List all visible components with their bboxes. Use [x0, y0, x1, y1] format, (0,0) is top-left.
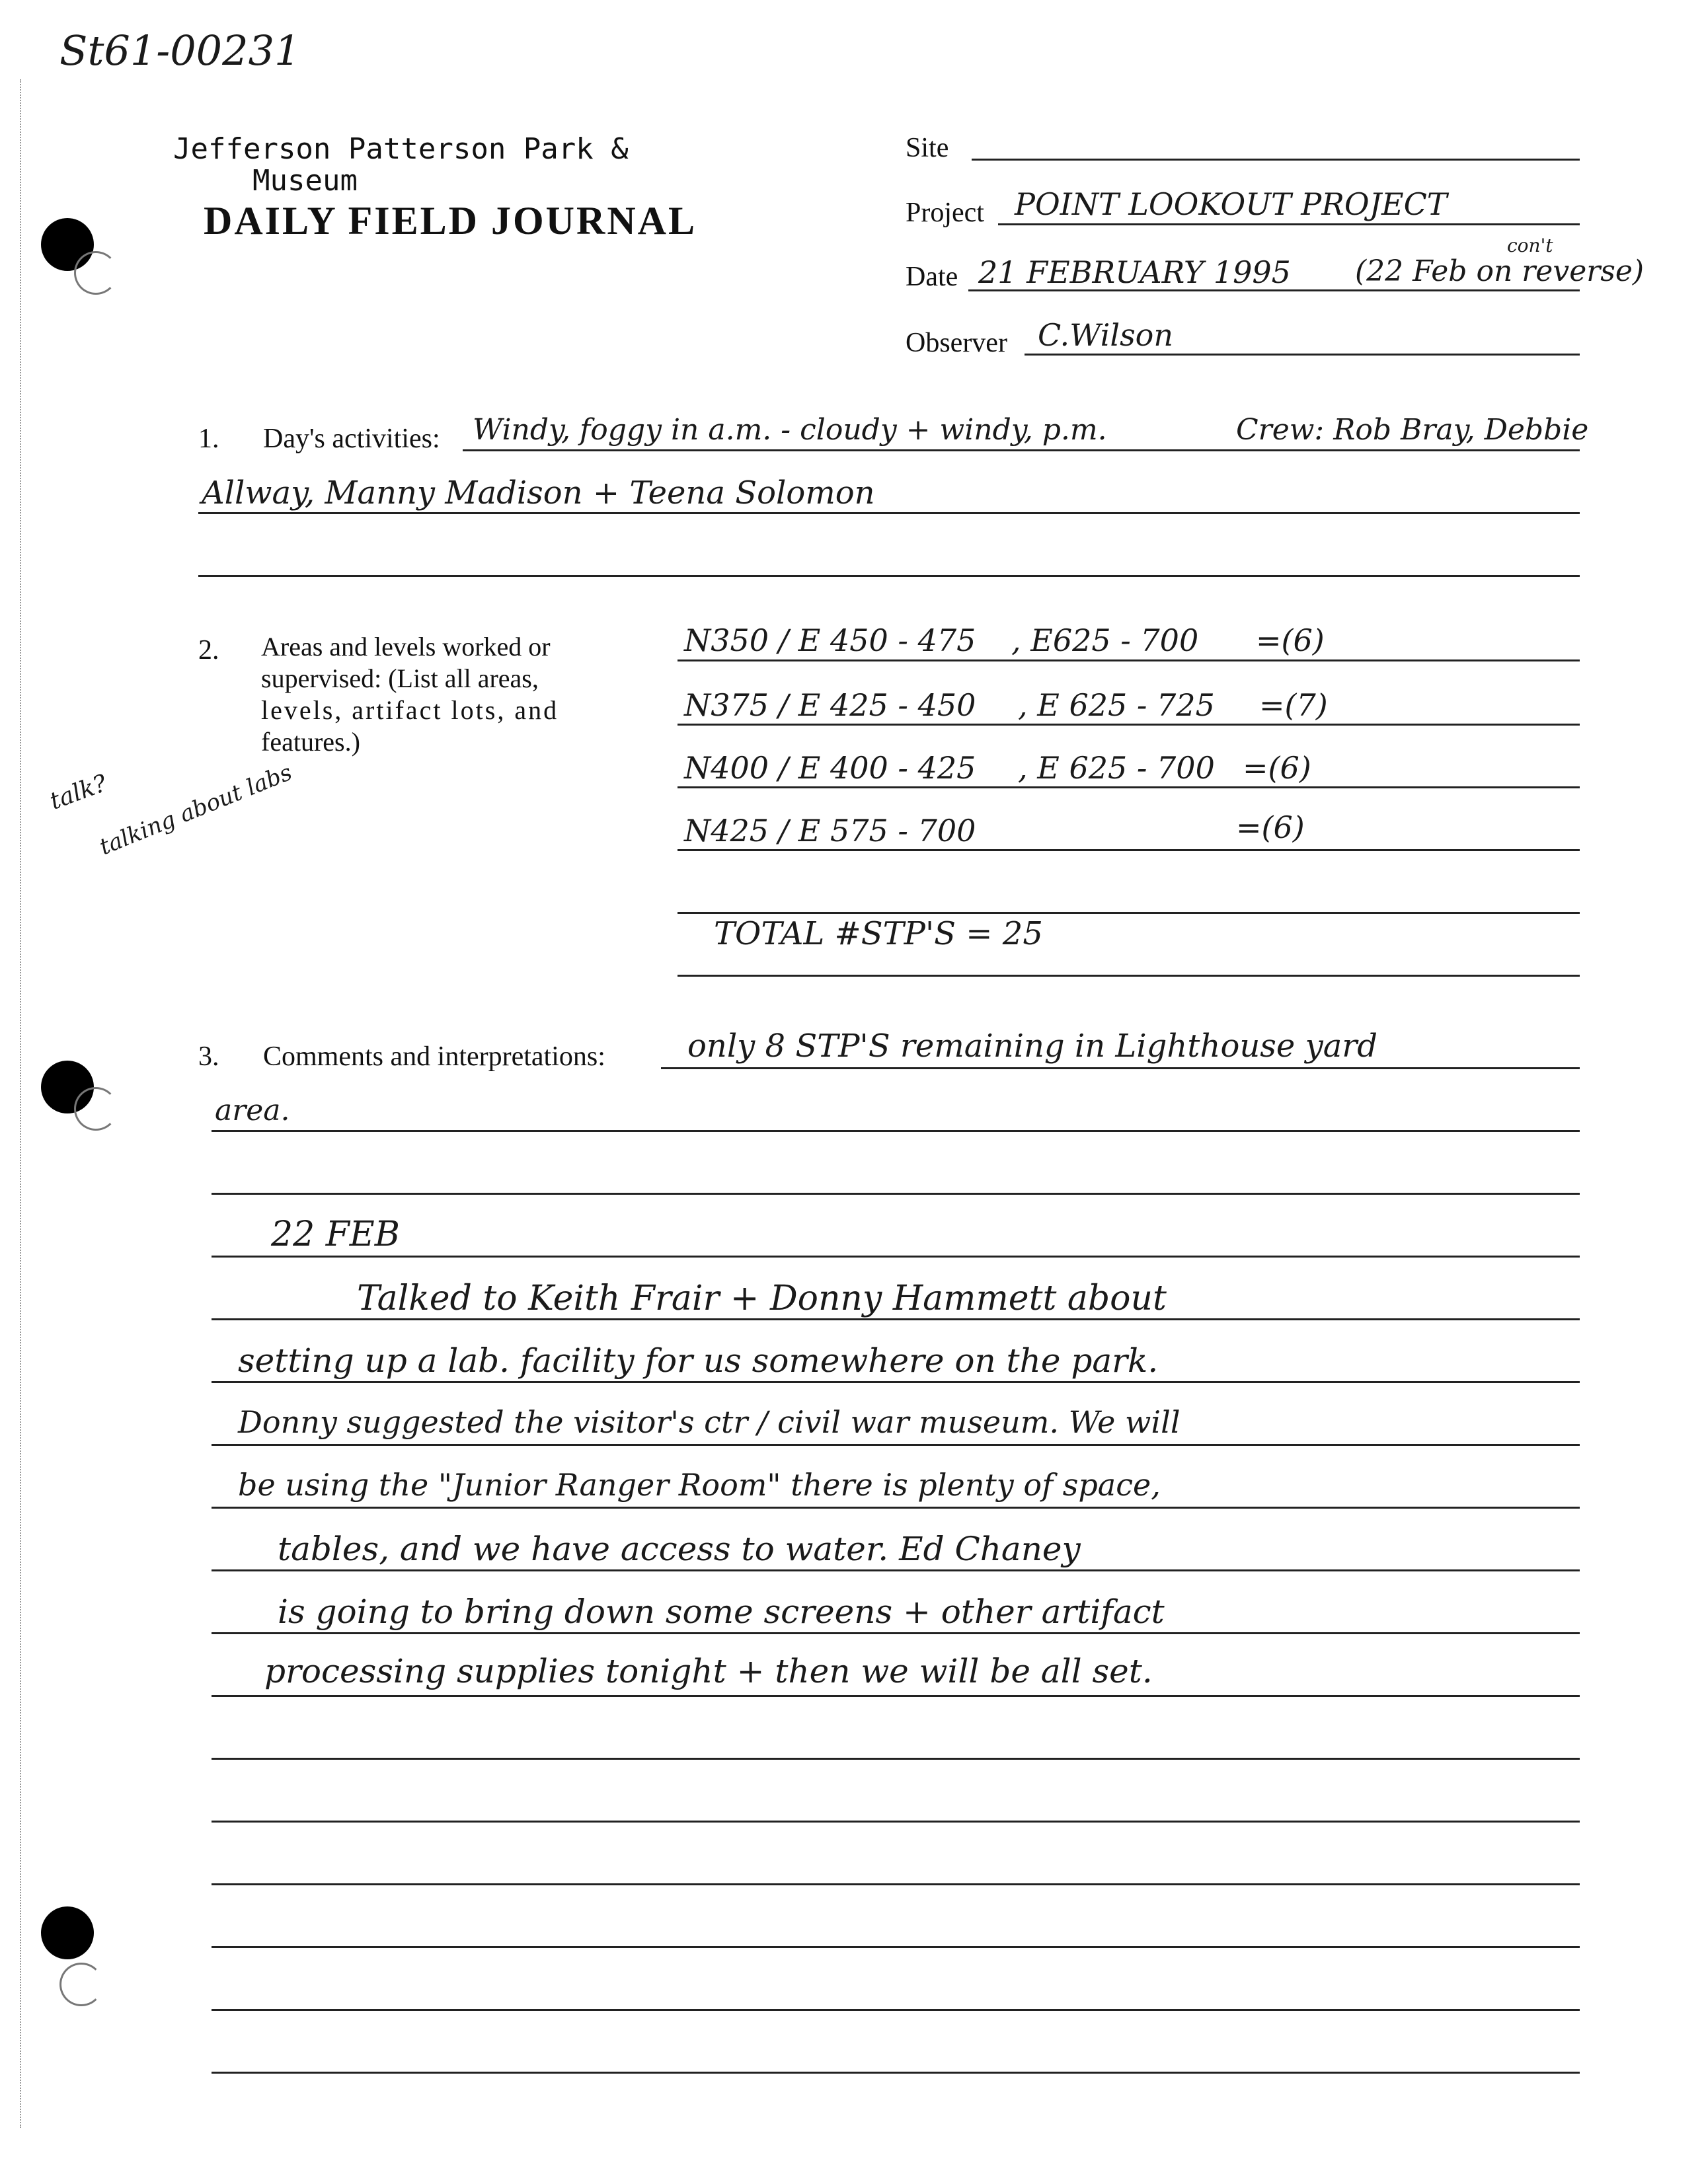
section2-line5 — [678, 912, 1580, 914]
section2-entry3-area: N400 / E 400 - 425 — [684, 750, 976, 786]
section2-entry3-count: =(6) — [1243, 750, 1311, 786]
entry-line3 — [212, 1444, 1580, 1446]
section2-entry2-extra: , E 625 - 725 — [1018, 687, 1215, 723]
journal-title: DAILY FIELD JOURNAL — [204, 199, 697, 243]
section2-entry2-count: =(7) — [1259, 687, 1328, 723]
section2-label-line4: features.) — [261, 727, 360, 757]
section3-line2 — [212, 1130, 1580, 1132]
punch-hole-ring-middle — [74, 1087, 118, 1131]
section3-number: 3. — [198, 1041, 219, 1072]
observer-label: Observer — [906, 328, 1007, 358]
observer-value: C.Wilson — [1038, 317, 1174, 353]
section3-label: Comments and interpretations: — [263, 1041, 605, 1072]
section3-line3 — [212, 1193, 1580, 1195]
institution-name-line2: Museum — [252, 164, 358, 198]
entry-line6 — [212, 1632, 1580, 1634]
date-note-insert: con't — [1507, 235, 1553, 256]
section2-entry3-extra: , E 625 - 700 — [1018, 750, 1215, 786]
section2-total: TOTAL #STP'S = 25 — [714, 915, 1043, 952]
section3-line1 — [661, 1067, 1580, 1069]
entry-text6: is going to bring down some screens + other artifact — [278, 1593, 1165, 1631]
entry-text3: Donny suggested the visitor's ctr / civil war museum. We will — [238, 1404, 1181, 1440]
left-edge-perforation — [20, 79, 25, 2128]
observer-line — [1025, 354, 1580, 356]
entry-text5: tables, and we have access to water. Ed Chaney — [278, 1530, 1081, 1568]
blank-line-2 — [212, 1821, 1580, 1823]
entry-line4 — [212, 1507, 1580, 1509]
section1-text2: Allway, Manny Madison + Teena Solomon — [202, 474, 875, 511]
section2-entry1-count: =(6) — [1256, 622, 1325, 658]
margin-note-1: talk? — [46, 769, 111, 815]
section2-entry2-area: N375 / E 425 - 450 — [684, 687, 976, 723]
project-label: Project — [906, 198, 984, 228]
blank-line-1 — [212, 1758, 1580, 1760]
entry-line7 — [212, 1695, 1580, 1697]
site-label: Site — [906, 133, 949, 163]
entry-text4: be using the "Junior Ranger Room" there is plenty of space, — [238, 1467, 1161, 1503]
section2-line3 — [678, 786, 1580, 788]
section3-text1: only 8 STP'S remaining in Lighthouse yard — [687, 1028, 1377, 1065]
blank-line-5 — [212, 2009, 1580, 2011]
section1-number: 1. — [198, 424, 219, 454]
date-label: Date — [906, 262, 958, 292]
section2-entry4-area: N425 / E 575 - 700 — [684, 813, 976, 848]
blank-line-6 — [212, 2072, 1580, 2074]
entry-text7: processing supplies tonight + then we will be all set. — [264, 1652, 1153, 1690]
punch-hole-bottom — [41, 1906, 94, 1959]
entry-line0 — [212, 1256, 1580, 1258]
date-value: 21 FEBRUARY 1995 — [978, 254, 1291, 290]
punch-hole-ring-top — [74, 251, 118, 295]
document-id: St61-00231 — [59, 26, 301, 75]
entry-line1 — [212, 1318, 1580, 1320]
section1-text1: Windy, foggy in a.m. - cloudy + windy, p.m. — [473, 413, 1107, 447]
project-value: POINT LOOKOUT PROJECT — [1015, 186, 1448, 222]
section1-line2 — [198, 512, 1580, 514]
blank-line-4 — [212, 1946, 1580, 1948]
site-line — [972, 159, 1580, 161]
section2-label-line2: supervised: (List all areas, — [261, 663, 539, 693]
section1-label: Day's activities: — [263, 424, 440, 454]
section2-entry1-area: N350 / E 450 - 475 — [684, 622, 976, 658]
margin-note-2: talking about labs — [96, 759, 296, 861]
section2-number: 2. — [198, 635, 219, 665]
section2-line1 — [678, 659, 1580, 661]
section2-entry1-extra: , E625 - 700 — [1011, 622, 1199, 658]
section2-label-line1: Areas and levels worked or — [261, 632, 551, 661]
section2-entry4-count: =(6) — [1236, 810, 1305, 845]
institution-name-line1: Jefferson Patterson Park & — [173, 132, 629, 166]
section1-line3 — [198, 575, 1580, 577]
section1-text-crew: Crew: Rob Bray, Debbie — [1236, 413, 1589, 447]
entry-date-heading: 22 FEB — [271, 1215, 400, 1254]
blank-line-3 — [212, 1883, 1580, 1885]
section1-line1 — [463, 449, 1580, 451]
entry-text2: setting up a lab. facility for us somewhere on the park. — [238, 1341, 1159, 1380]
date-note: (22 Feb on reverse) — [1355, 254, 1645, 288]
entry-text1: Talked to Keith Frair + Donny Hammett about — [357, 1279, 1167, 1318]
project-line — [998, 223, 1580, 225]
section3-text2: area. — [215, 1094, 290, 1127]
punch-hole-ring-bottom — [59, 1963, 103, 2006]
section2-line2 — [678, 724, 1580, 726]
section2-label-line3: levels, artifact lots, and — [261, 695, 559, 725]
entry-line5 — [212, 1569, 1580, 1571]
section2-line4 — [678, 849, 1580, 851]
entry-line2 — [212, 1381, 1580, 1383]
section2-line6 — [678, 975, 1580, 977]
